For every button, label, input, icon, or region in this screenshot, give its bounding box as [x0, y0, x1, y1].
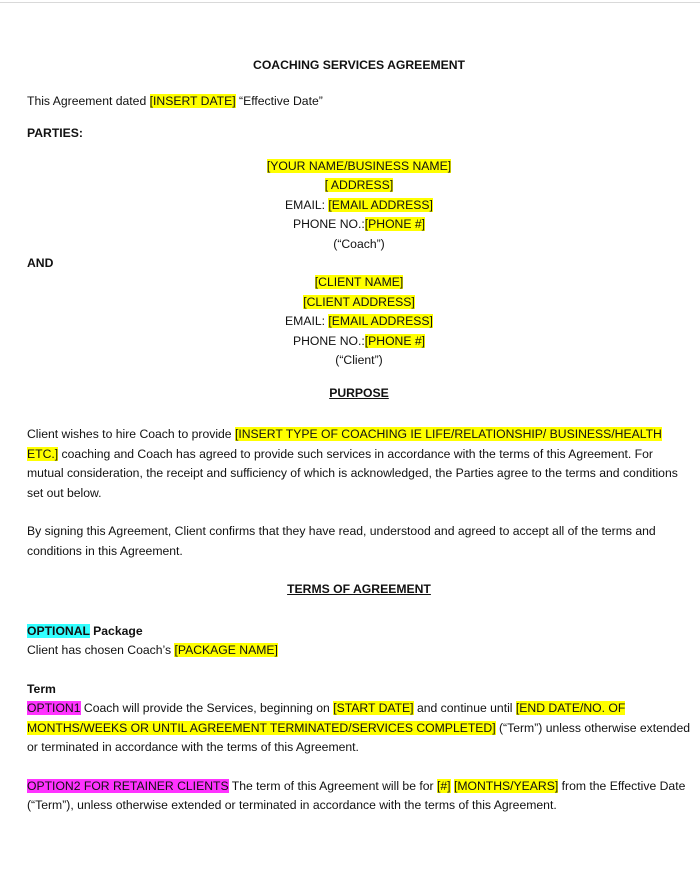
package-heading: [27, 622, 691, 642]
client-phone-placeholder: [PHONE #]: [364, 333, 426, 348]
coach-block: [27, 157, 691, 255]
option2-post: from the Effective Date (“Term”), unless otherwise extended or terminated in accordance with the terms of this Agreement.: [27, 778, 686, 812]
purpose-p1-post: coaching and Coach has agreed to provide such services in accordance with the terms of this Agreement. For mutual consideration, the receipt and sufficiency of which is acknowledged, the Parties agree to the terms and conditions set out below.: [27, 446, 678, 500]
option1-post: (“Term”) unless otherwise extended or terminated in accordance with the terms of this Agreement.: [27, 720, 691, 754]
date-placeholder: [INSERT DATE]: [149, 93, 236, 108]
coach-address-placeholder: [ ADDRESS]: [324, 178, 394, 192]
terms-heading: TERMS OF AGREEMENT: [287, 582, 431, 596]
end-date-placeholder: [END DATE/NO. OF MONTHS/WEEKS OR UNTIL AGREEMENT TERMINATED/SERVICES COMPLETED]: [27, 701, 626, 735]
purpose-p1-pre: Client wishes to hire Coach to provide: [27, 427, 235, 441]
package-heading-text: Package: [89, 623, 143, 638]
intro-post: “Effective Date”: [235, 93, 323, 108]
coach-role: (“Coach”): [333, 236, 385, 251]
coaching-type-placeholder: [INSERT TYPE OF COACHING IE LIFE/RELATIONSHIP/ BUSINESS/HEALTH ETC.]: [27, 427, 662, 461]
coach-phone-label: PHONE NO.:: [292, 217, 365, 231]
and-label: AND: [27, 256, 54, 270]
coach-email-placeholder: [EMAIL ADDRESS]: [328, 197, 433, 212]
option2-tag: OPTION2 FOR RETAINER CLIENTS: [27, 778, 229, 793]
client-address-placeholder: [CLIENT ADDRESS]: [303, 294, 415, 309]
term-unit-placeholder: [MONTHS/YEARS]: [453, 778, 559, 793]
intro-pre: This Agreement dated: [27, 93, 150, 108]
client-email-label: EMAIL:: [285, 314, 329, 328]
purpose-heading: PURPOSE: [329, 385, 389, 400]
client-name-placeholder: [CLIENT NAME]: [314, 275, 404, 289]
term-option-2: [27, 777, 691, 816]
parties-label: PARTIES:: [27, 126, 83, 140]
coach-email-label: EMAIL:: [285, 197, 329, 212]
purpose-paragraph-1: [27, 425, 691, 503]
document-page: [27, 56, 691, 816]
term-heading: Term: [27, 681, 56, 696]
option2-pre: The term of this Agreement will be for: [228, 778, 437, 793]
coach-phone-placeholder: [PHONE #]: [364, 217, 426, 231]
package-line: [27, 641, 691, 661]
document-title: COACHING SERVICES AGREEMENT: [253, 58, 465, 72]
optional-tag: OPTIONAL: [27, 623, 90, 638]
client-email-placeholder: [EMAIL ADDRESS]: [328, 314, 433, 328]
client-block: [27, 273, 691, 371]
term-number-placeholder: [#]: [437, 778, 451, 793]
page-top-divider: [0, 2, 700, 3]
client-section: [27, 254, 691, 371]
coach-name-placeholder: [YOUR NAME/BUSINESS NAME]: [266, 158, 452, 173]
term-option-1: [27, 699, 691, 758]
purpose-paragraph-2: By signing this Agreement, Client confirms that they have read, understood and agreed to accept all of the terms and conditions in this Agreement.: [27, 524, 656, 558]
package-name-placeholder: [PACKAGE NAME]: [174, 643, 278, 657]
option1-tag: OPTION1: [27, 701, 81, 715]
option1-mid: and continue until: [413, 701, 516, 715]
client-role: (“Client”): [335, 353, 383, 367]
intro-line: [27, 92, 691, 112]
client-phone-label: PHONE NO.:: [292, 333, 365, 348]
option1-pre: Coach will provide the Services, beginning on: [80, 701, 334, 715]
start-date-placeholder: [START DATE]: [333, 701, 414, 715]
package-line-pre: Client has chosen Coach’s: [27, 643, 175, 657]
